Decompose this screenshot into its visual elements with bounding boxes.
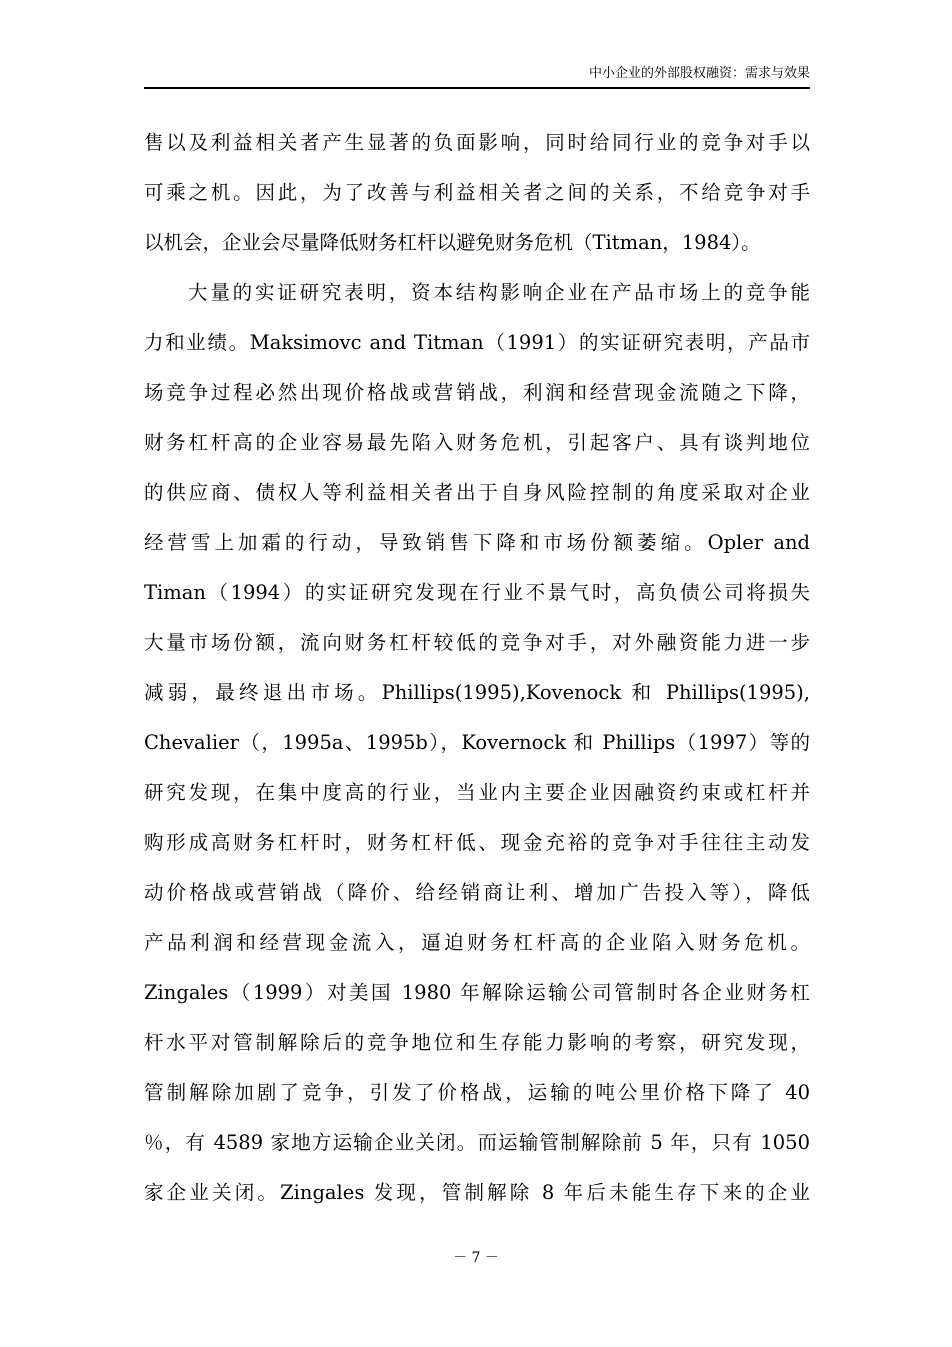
text-line: ％，有 4589 家地方运输企业关闭。而运输管制解除前 5 年，只有 1050	[144, 1131, 810, 1154]
paragraph-first-line: 大量的实证研究表明，资本结构影响企业在产品市场上的竞争能	[188, 281, 810, 304]
text-line: 杆水平对管制解除后的竞争地位和生存能力影响的考察，研究发现，	[144, 1031, 810, 1054]
text-line: 经营雪上加霜的行动，导致销售下降和市场份额萎缩。Opler and	[144, 531, 810, 554]
text-line: 力和业绩。Maksimovc and Titman（1991）的实证研究表明，产品市	[144, 331, 810, 354]
text-line: 以机会，企业会尽量降低财务杠杆以避免财务危机（Titman，1984）。	[144, 231, 761, 254]
text-line: 大量市场份额，流向财务杠杆较低的竞争对手，对外融资能力进一步	[144, 631, 810, 654]
text-line: 可乘之机。因此，为了改善与利益相关者之间的关系，不给竞争对手	[144, 181, 810, 204]
text-line: 管制解除加剧了竞争，引发了价格战，运输的吨公里价格下降了 40	[144, 1081, 810, 1104]
page-number: － 7 －	[453, 1250, 499, 1266]
text-line: Timan（1994）的实证研究发现在行业不景气时，高负债公司将损失	[144, 581, 810, 604]
text-line: 动价格战或营销战（降价、给经销商让利、增加广告投入等），降低	[144, 881, 810, 904]
header-rule	[144, 87, 810, 89]
text-line: 财务杠杆高的企业容易最先陷入财务危机，引起客户、具有谈判地位	[144, 431, 810, 454]
text-line: Chevalier（，1995a、1995b），Kovernock 和 Phillips（1997）等的	[144, 731, 810, 754]
body-text	[144, 118, 810, 1218]
text-line: 购形成高财务杠杆时，财务杠杆低、现金充裕的竞争对手往往主动发	[144, 831, 810, 854]
text-line: 产品利润和经营现金流入，逼迫财务杠杆高的企业陷入财务危机。	[144, 931, 810, 954]
text-line: 减弱，最终退出市场。Phillips(1995),Kovenock 和 Phillips(1995),	[144, 681, 810, 704]
running-header: 中小企业的外部股权融资：需求与效果	[588, 66, 810, 81]
text-line: 售以及利益相关者产生显著的负面影响，同时给同行业的竞争对手以	[144, 131, 810, 154]
text-line: 场竞争过程必然出现价格战或营销战，利润和经营现金流随之下降，	[144, 381, 810, 404]
text-line: 的供应商、债权人等利益相关者出于自身风险控制的角度采取对企业	[144, 481, 810, 504]
text-line: 研究发现，在集中度高的行业，当业内主要企业因融资约束或杠杆并	[144, 781, 810, 804]
text-line: Zingales（1999）对美国 1980 年解除运输公司管制时各企业财务杠	[144, 981, 810, 1004]
text-line: 家企业关闭。Zingales 发现，管制解除 8 年后未能生存下来的企业	[144, 1181, 810, 1204]
